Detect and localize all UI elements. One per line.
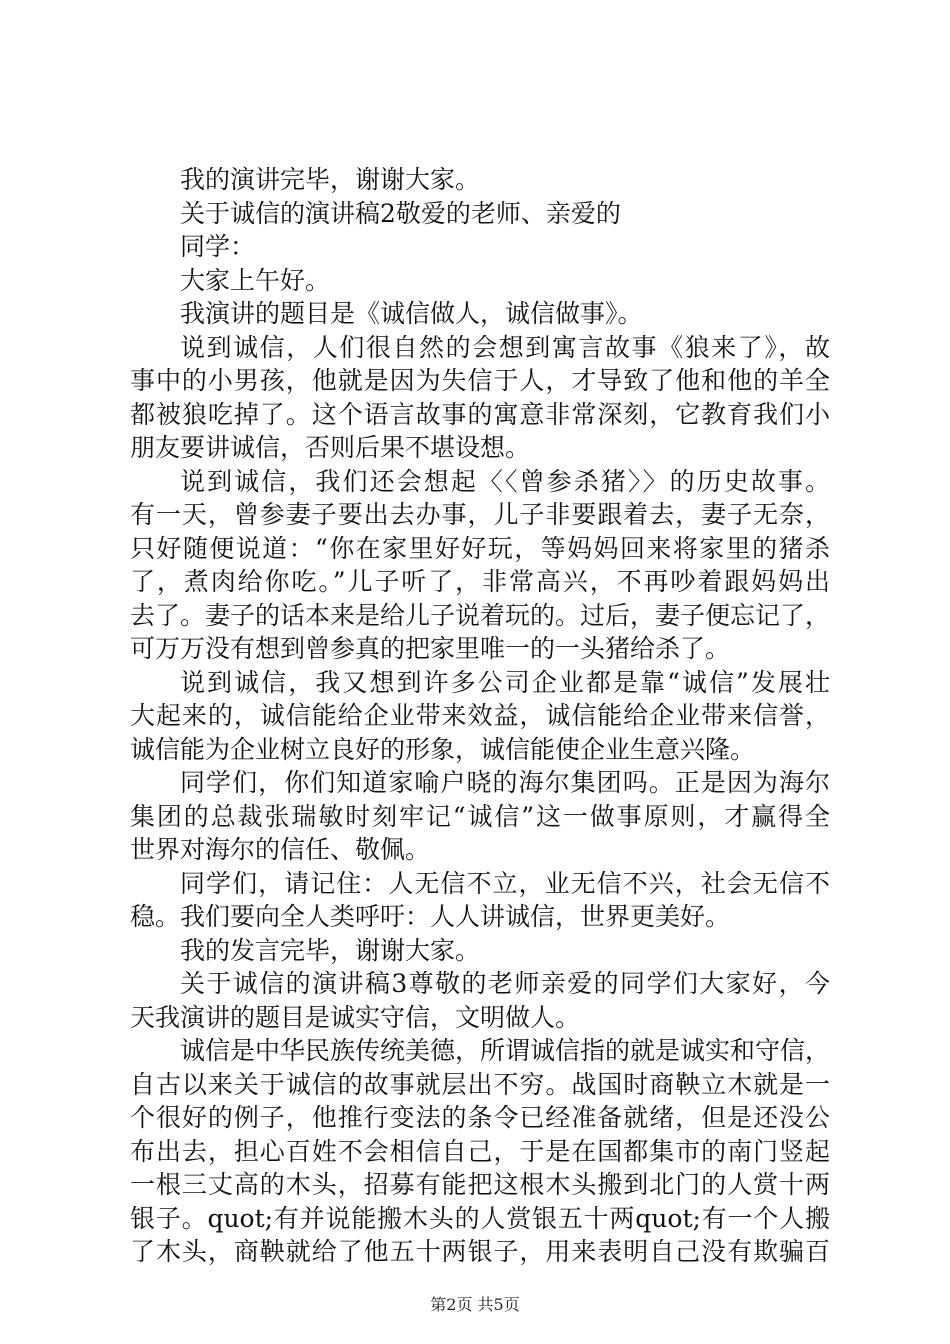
text-line: 诚信是中华民族传统美德，所谓诚信指的就是诚实和守信， [180, 1036, 831, 1065]
text-line: 天我演讲的题目是诚实守信，文明做人。 [130, 1002, 581, 1032]
text-line: 朋友要讲诚信，否则后果不堪设想。 [130, 433, 531, 462]
text-line: 关于诚信的演讲稿3尊敬的老师亲爱的同学们大家好，今 [180, 969, 830, 998]
text-line: 我的发言完毕，谢谢大家。 [180, 935, 481, 965]
text-line: 世界对海尔的信任、敬佩。 [130, 835, 431, 864]
text-line: 只好随便说道：“你在家里好好玩，等妈妈回来将家里的猪杀 [130, 533, 830, 563]
text-line: 大起来的，诚信能给企业带来效益，诚信能给企业带来信誉， [130, 701, 830, 730]
text-line: 去了。妻子的话本来是给儿子说着玩的。过后，妻子便忘记了， [130, 600, 831, 630]
page-footer: 第2页 共5页 [430, 1295, 520, 1314]
text-line: 说到诚信，人们很自然的会想到寓言故事《狼来了》，故 [180, 332, 830, 362]
text-line: 布出去，担心百姓不会相信自己，于是在国都集市的南门竖起 [130, 1136, 830, 1166]
text-line: 个很好的例子，他推行变法的条令已经准备就绪，但是还没公 [130, 1103, 830, 1132]
text-line: 同学们，你们知道家喻户晓的海尔集团吗。正是因为海尔 [180, 768, 830, 797]
text-line: 同学们，请记住：人无信不立，业无信不兴，社会无信不 [180, 868, 830, 898]
text-line: 银子。quot;有并说能搬木头的人赏银五十两quot;有一个人搬 [130, 1203, 830, 1233]
text-line: 了木头，商鞅就给了他五十两银子，用来表明自己没有欺骗百 [130, 1237, 830, 1266]
text-line: 可万万没有想到曾参真的把家里唯一的一头猪给杀了。 [130, 634, 731, 663]
text-line: 诚信能为企业树立良好的形象，诚信能使企业生意兴隆。 [130, 734, 756, 764]
text-line: 稳。我们要向全人类呼吁：人人讲诚信，世界更美好。 [130, 902, 731, 931]
text-line: 说到诚信，我们还会想起〈〈曾参杀猪〉〉的历史故事。 [180, 466, 830, 496]
text-line: 都被狼吃掉了。这个语言故事的寓意非常深刻，它教育我们小 [130, 399, 830, 429]
text-line: 我的演讲完毕，谢谢大家。 [180, 165, 481, 194]
text-line: 事中的小男孩，他就是因为失信于人，才导致了他和他的羊全 [130, 366, 830, 395]
text-line: 了，煮肉给你吃。”儿子听了，非常高兴，不再吵着跟妈妈出 [130, 567, 830, 596]
document-body [130, 163, 830, 1269]
text-line: 说到诚信，我又想到许多公司企业都是靠“诚信”发展壮 [180, 667, 830, 697]
text-line: 我演讲的题目是《诚信做人，诚信做事》。 [180, 299, 643, 328]
text-line: 同学： [180, 232, 256, 261]
text-line: 一根三丈高的木头，招募有能把这根木头搬到北门的人赏十两 [130, 1170, 830, 1199]
text-line: 自古以来关于诚信的故事就层出不穷。战国时商鞅立木就是一 [130, 1069, 830, 1099]
text-line: 有一天，曾参妻子要出去办事，儿子非要跟着去，妻子无奈， [130, 500, 830, 529]
text-line: 关于诚信的演讲稿2敬爱的老师、亲爱的 [180, 198, 621, 228]
text-line: 集团的总裁张瑞敏时刻牢记“诚信”这一做事原则，才赢得全 [130, 801, 830, 831]
text-line: 大家上午好。 [180, 265, 331, 295]
